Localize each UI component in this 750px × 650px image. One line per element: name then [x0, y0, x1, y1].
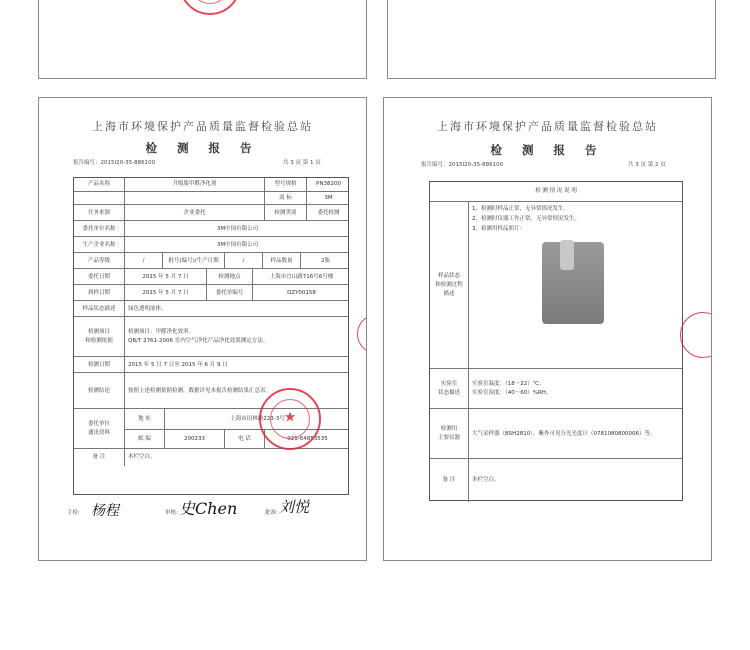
- table-cell: 产品名称: [87, 181, 110, 188]
- table-cell: 升级版甲醛净化剂: [124, 178, 264, 191]
- table-row: [74, 178, 348, 191]
- table-cell: 电 话: [224, 429, 264, 449]
- table-row: [74, 204, 348, 221]
- table-cell: 检测项目：甲醛净化效率。 QB/T 2761-2006 室内空气净化产品净化效果测定方法。: [124, 317, 350, 357]
- table-cell: 样品状态描述: [82, 305, 116, 312]
- remark-label: 备 注: [442, 477, 456, 484]
- approver-signature: 刘悦: [279, 498, 310, 516]
- table-row: [74, 284, 348, 301]
- report-page-2: [383, 97, 712, 561]
- reviewer-label: 审核:: [165, 510, 178, 516]
- report-title: 检 测 报 告: [145, 141, 260, 155]
- table-cell: 产品等级: [87, 257, 110, 264]
- page-count: 共 3 页 第 2 页: [628, 162, 666, 168]
- approver-label: 批准:: [265, 510, 278, 516]
- table-cell: 2瓶: [300, 253, 350, 269]
- instrument-label: 检测用 主要仪器: [437, 426, 460, 441]
- org-title: 上海市环境保护产品质量监督检验总站: [92, 120, 313, 133]
- chief-signature: 杨程: [91, 503, 119, 519]
- table-header: 检 测 情 况 说 明: [535, 188, 577, 195]
- table-cell: 按照上述检测依据检测，数据详见本报告检测结果汇总表。: [124, 373, 350, 409]
- reviewer-signature: 史Chen: [179, 499, 238, 518]
- table-cell: 200233: [164, 429, 224, 449]
- table-cell: 委托日期: [87, 273, 110, 280]
- lab-note: 实验室温度：（18～22）℃；: [472, 381, 545, 388]
- table-row: [74, 268, 348, 285]
- table-row: [74, 448, 348, 466]
- table-cell: 2015 年 5 月 7 日至 2015 年 6 月 9 日: [124, 357, 350, 373]
- report-number: 报告编号：2015I20-35-886100: [73, 160, 156, 166]
- chief-label: 主检:: [67, 510, 80, 516]
- table-cell: 到样日期: [87, 289, 110, 296]
- table-cell: 3M: [306, 192, 350, 205]
- table-cell: 型号规格: [264, 178, 306, 191]
- inspection-notes-table: [429, 181, 683, 501]
- table-row: [74, 252, 348, 269]
- sample-label: 样品状态 和检测过程 描述: [435, 273, 463, 297]
- table-cell: 021-64853535: [264, 429, 350, 449]
- table-cell: 检测结论: [87, 387, 110, 394]
- remark-note: 本栏空白。: [468, 459, 682, 502]
- sample-note: 3、检测用样品照片：: [472, 225, 525, 232]
- table-cell: 委托单位名称: [82, 225, 116, 232]
- page-count: 共 3 页 第 1 页: [283, 160, 321, 166]
- table-cell: 3M中国有限公司: [124, 237, 350, 253]
- report-page-1: [38, 97, 367, 561]
- table-cell: 样品数量: [262, 253, 300, 269]
- table-cell: 绿色透明液体。: [124, 301, 350, 317]
- table-cell: 生产企业名称: [82, 241, 116, 248]
- table-row: [74, 356, 348, 373]
- sample-note: 2、检测时仪器工作正常，无异常情况发生。: [472, 215, 581, 222]
- table-cell: 上海市田林路223-3号: [164, 409, 350, 429]
- report-number: 报告编号：2015I20-35-886100: [421, 162, 504, 168]
- table-cell: /: [224, 253, 262, 269]
- table-row: [74, 300, 348, 317]
- instrument-note: 大气采样器（BSH2810），紫外可见分光光度计（0781080800006）等。: [468, 409, 682, 459]
- table-cell: 委托检测: [306, 205, 350, 221]
- table-cell: DZY00158: [252, 285, 350, 301]
- table-cell: 检测地点: [206, 269, 252, 285]
- table-row: [74, 220, 348, 237]
- table-row: [74, 236, 348, 253]
- table-cell: 检测项目 和检测依据: [85, 329, 113, 344]
- table-cell: 检测类别: [264, 205, 306, 221]
- table-cell: 检测日期: [87, 361, 110, 368]
- table-cell: 任务来源: [87, 209, 110, 216]
- sample-note: 1、检测时样品正常，无异常情况发生。: [472, 206, 570, 212]
- red-seal-stamp-edge: [357, 314, 367, 354]
- lab-note: 实验室湿度：（40～60）%RH。: [472, 390, 552, 396]
- table-cell: 委托单编号: [206, 285, 252, 301]
- table-row: [74, 316, 348, 357]
- report-info-table: [73, 177, 349, 495]
- org-title: 上海市环境保护产品质量监督检验总站: [437, 120, 658, 133]
- table-cell: 商 标: [264, 192, 306, 205]
- table-row: [74, 191, 348, 205]
- table-cell: PN38200: [306, 178, 350, 191]
- table-cell: 备 注: [92, 454, 106, 461]
- table-cell: 地 址: [124, 409, 164, 429]
- table-cell: 上海市宜山路716号6号楼: [252, 269, 350, 285]
- report-page-top-right: [387, 0, 716, 79]
- report-page-top-left: [38, 0, 367, 79]
- table-cell: 批号(编号)/生产日期: [162, 253, 224, 269]
- sample-photo: [542, 242, 604, 324]
- table-cell: 企业委托: [124, 205, 264, 221]
- table-cell: 本栏空白。: [124, 449, 350, 466]
- red-seal-stamp: [179, 0, 241, 15]
- table-cell: 2015 年 5 月 7 日: [124, 285, 206, 301]
- table-cell: 邮 编: [124, 429, 164, 449]
- table-cell: 委托单位 通讯资料: [87, 421, 110, 436]
- table-cell: 2015 年 5 月 7 日: [124, 269, 206, 285]
- report-title: 检 测 报 告: [490, 143, 605, 157]
- red-seal-stamp: ★: [259, 388, 321, 450]
- table-cell: 3M中国有限公司: [124, 221, 350, 237]
- lab-label: 实验室 状态描述: [437, 381, 460, 396]
- table-cell: /: [124, 253, 162, 269]
- red-seal-stamp-edge: [680, 312, 712, 358]
